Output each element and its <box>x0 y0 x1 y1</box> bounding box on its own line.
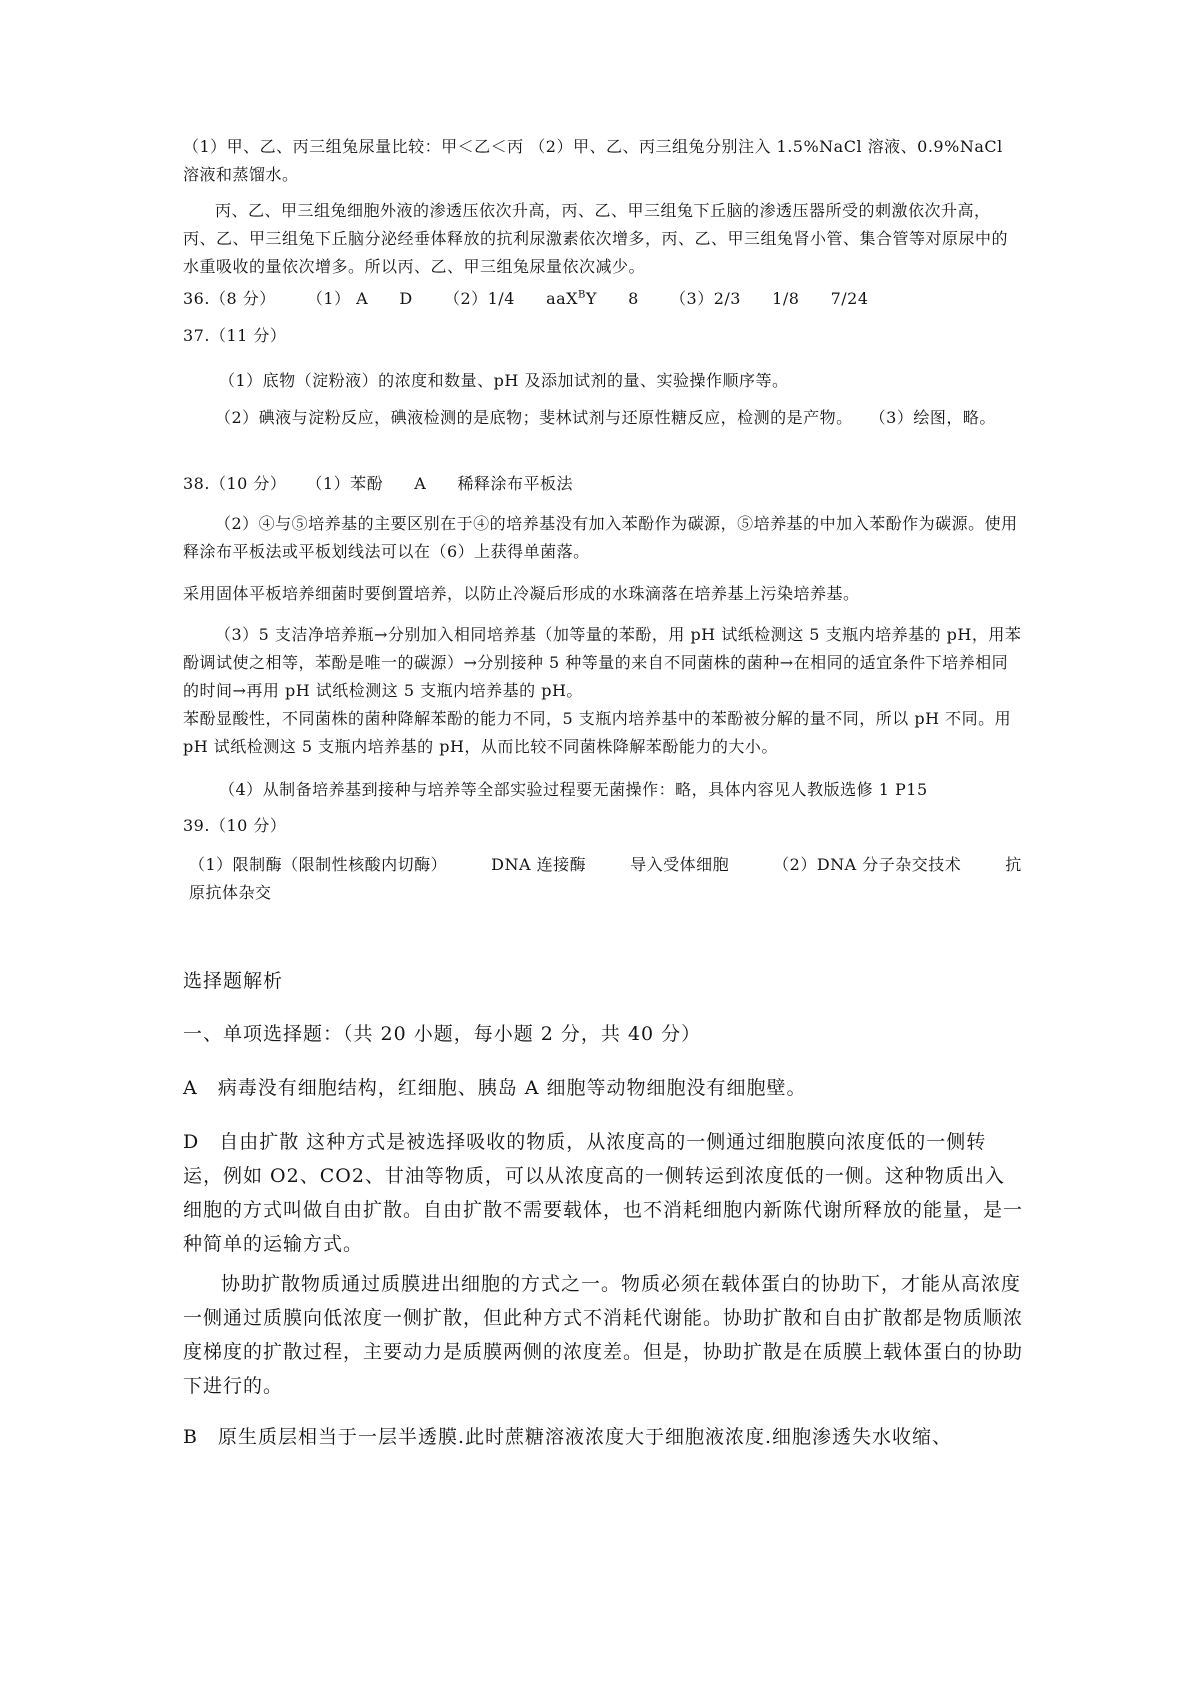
q39-ans-4: （2）DNA 分子杂交技术 <box>773 855 962 874</box>
analysis-title: 选择题解析 <box>183 970 284 992</box>
q36-ans-3: （2）1/4 <box>443 289 515 308</box>
q39-ans-3: 导入受体细胞 <box>630 855 730 874</box>
q37-heading: 37.（11 分） <box>183 326 287 345</box>
analysis-answer-d: D 自由扩散 这种方式是被选择吸收的物质，从浓度高的一侧通过细胞膜向浓度低的一侧转运，例如 O2、CO2、甘油等物质，可以从浓度高的一侧转运到浓度低的一侧。这种物质出入细胞的方式叫做自由扩散。自由扩散不需要载体，也不消耗细胞内新陈代谢所释放的能量，是一种简单的运输方式。 <box>183 1131 1024 1255</box>
q36-ans-4: aaX$^B$Y <box>546 289 597 308</box>
analysis-answer-a: A 病毒没有细胞结构，红细胞、胰岛 A 细胞等动物细胞没有细胞壁。 <box>183 1077 807 1099</box>
answer-35-explanation: 丙、乙、甲三组兔细胞外液的渗透压依次升高，丙、乙、甲三组兔下丘脑的渗透压器所受的刺激依次升高，丙、乙、甲三组兔下丘脑分泌经垂体释放的抗利尿激素依次增多，丙、乙、甲三组兔肾小管、集合管等对原尿中的水重吸收的量依次增多。所以丙、乙、甲三组兔尿量依次减少。 <box>183 201 1009 276</box>
q36-heading: 36.（8 分） <box>183 289 276 308</box>
q38-answer-3-note: 苯酚显酸性，不同菌株的菌种降解苯酚的能力不同，5 支瓶内培养基中的苯酚被分解的量不同，所以 pH 不同。用 pH 试纸检测这 5 支瓶内培养基的 pH，从而比较不同菌株降解苯酚能力的大小。 <box>183 709 1012 756</box>
q36-ans-7: 1/8 <box>772 289 800 308</box>
q36-ans-5: 8 <box>628 289 639 308</box>
q39-ans-2: DNA 连接酶 <box>491 855 587 874</box>
q38-ans-3: 稀释涂布平板法 <box>457 474 574 493</box>
q37-answer-2: （2）碘液与淀粉反应，碘液检测的是底物；斐林试剂与还原性糖反应，检测的是产物。 （3）绘图，略。 <box>215 408 996 427</box>
answer-39 <box>183 851 1023 907</box>
q36-ans-2: D <box>399 289 413 308</box>
q36-ans-1: （1） A <box>306 289 369 308</box>
analysis-answer-d-continued: 协助扩散物质通过质膜进出细胞的方式之一。物质必须在载体蛋白的协助下，才能从高浓度一侧通过质膜向低浓度一侧扩散，但此种方式不消耗代谢能。协助扩散和自由扩散都是物质顺浓度梯度的扩散过程，主要动力是质膜两侧的浓度差。但是，协助扩散是在质膜上载体蛋白的协助下进行的。 <box>183 1273 1024 1397</box>
q36-ans-8: 7/24 <box>830 289 869 308</box>
q36-ans-6: （3）2/3 <box>670 289 741 308</box>
q38-answer-2: （2）④与⑤培养基的主要区别在于④的培养基没有加入苯酚作为碳源，⑤培养基的中加入苯酚作为碳源。使用释涂布平板法或平板划线法可以在（6）上获得单菌落。 <box>183 514 1018 561</box>
q37-answer-1: （1）底物（淀粉液）的浓度和数量、pH 及添加试剂的量、实验操作顺序等。 <box>219 371 789 390</box>
answer-35-part1: （1）甲、乙、丙三组兔尿量比较：甲＜乙＜丙 （2）甲、乙、丙三组兔分别注入 1.5%NaCl 溶液、0.9%NaCl 溶液和蒸馏水。 <box>183 137 1003 184</box>
answer-38 <box>183 470 1023 498</box>
analysis-answer-b: B 原生质层相当于一层半透膜.此时蔗糖溶液浓度大于细胞液浓度.细胞渗透失水收缩、 <box>183 1426 953 1448</box>
q38-ans-1: （1）苯酚 <box>306 474 384 493</box>
q38-answer-4: （4）从制备培养基到接种与培养等全部实验过程要无菌操作：略，具体内容见人教版选修 1 P15 <box>219 780 928 799</box>
q38-answer-3: （3）5 支洁净培养瓶→分别加入相同培养基（加等量的苯酚，用 pH 试纸检测这 5 支瓶内培养基的 pH，用苯酚调试使之相等，苯酚是唯一的碳源）→分别接种 5 种等量的来自不同菌株的菌种→在相同的适宜条件下培养相同的时间→再用 pH 试纸检测这 5 支瓶内培养基的 pH。 <box>183 625 1022 700</box>
section-heading: 一、单项选择题：（共 20 小题，每小题 2 分，共 40 分） <box>183 1023 702 1045</box>
q39-heading: 39.（10 分） <box>183 816 287 835</box>
q38-answer-2-note: 采用固体平板培养细菌时要倒置培养，以防止冷凝后形成的水珠滴落在培养基上污染培养基。 <box>183 584 860 603</box>
q38-ans-2: A <box>414 474 427 493</box>
answer-36 <box>183 285 1023 313</box>
q38-heading: 38.（10 分） <box>183 474 287 493</box>
q39-ans-1: （1）限制酶（限制性核酸内切酶） <box>189 855 448 874</box>
q39-ans-5: 抗原抗体杂交 <box>189 855 1022 902</box>
